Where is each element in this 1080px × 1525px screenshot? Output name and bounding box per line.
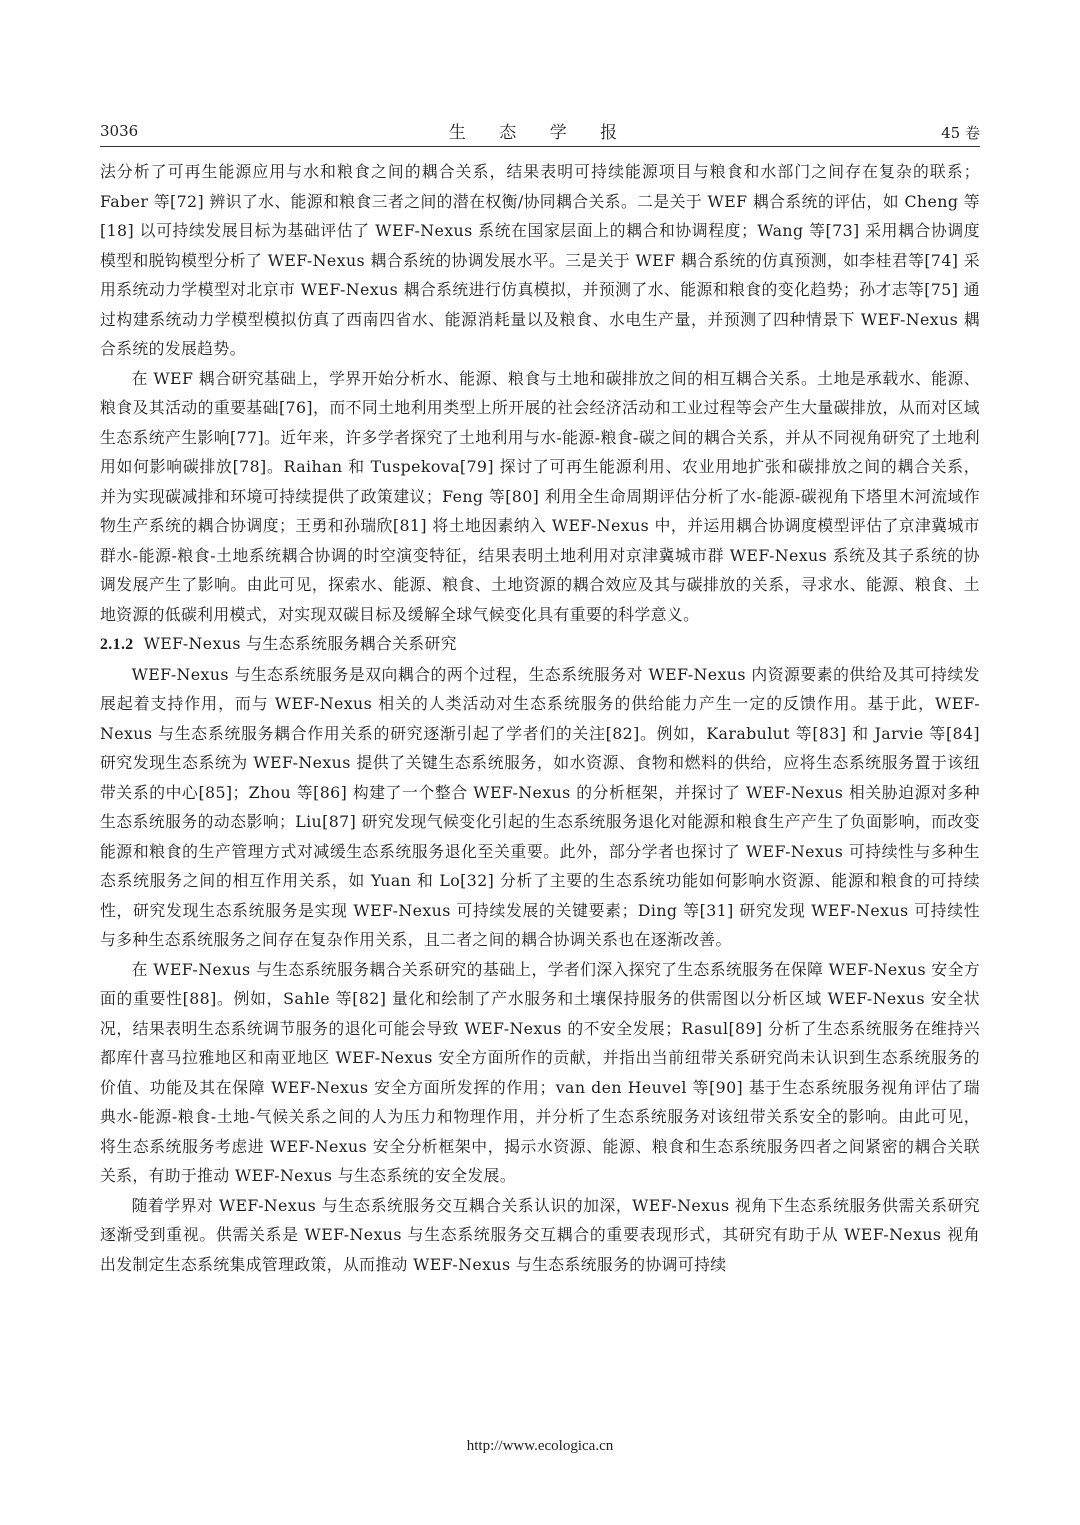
paragraph: 随着学界对 WEF-Nexus 与生态系统服务交互耦合关系认识的加深，WEF-Nexus 视角下生态系统服务供需关系研究逐渐受到重视。供需关系是 WEF-Nexus 与生态系统服务交互耦合的重要表现形式，其研究有助于从 WEF-Nexus 视角出发制定生态系统集成管理政策，从而推动 WEF-Nexus 与生态系统服务的协调可持续 <box>100 1195 980 1274</box>
paragraph-continued: 法分析了可再生能源应用与水和粮食之间的耦合关系，结果表明可持续能源项目与粮食和水部门之间存在复杂的联系；Faber 等[72] 辨识了水、能源和粮食三者之间的潜在权衡/协同耦合关系。二是关于 WEF 耦合系统的评估，如 Cheng 等[18] 以可持续发展目标为基础评估了 WEF-Nexus 系统在国家层面上的耦合和协调程度；Wang 等[73] 采用耦合协调度模型和脱钩模型分析了 WEF-Nexus 耦合系统的协调发展水平。三是关于 WEF 耦合系统的仿真预测，如李桂君等[74] 采用系统动力学模型对北京市 WEF-Nexus 耦合系统进行仿真模拟，并预测了水、能源和粮食的变化趋势；孙才志等[75] 通过构建系统动力学模型模拟仿真了西南四省水、能源消耗量以及粮食、水电生产量，并预测了四种情景下 WEF-Nexus 耦合系统的发展趋势。 <box>100 162 980 358</box>
running-header <box>100 118 980 146</box>
journal-title: 生 态 学 报 <box>448 123 632 143</box>
header-divider <box>100 146 980 147</box>
footer-url[interactable]: http://www.ecologica.cn <box>466 1438 614 1454</box>
section-title: WEF-Nexus 与生态系统服务耦合关系研究 <box>143 634 457 653</box>
paragraph: WEF-Nexus 与生态系统服务是双向耦合的两个过程，生态系统服务对 WEF-Nexus 内资源要素的供给及其可持续发展起着支持作用，而与 WEF-Nexus 相关的人类活动对生态系统服务的供给能力产生一定的反馈作用。基于此，WEF-Nexus 与生态系统服务耦合作用关系的研究逐渐引起了学者们的关注[82]。例如，Karabulut 等[83] 和 Jarvie 等[84] 研究发现生态系统为 WEF-Nexus 提供了关键生态系统服务，如水资源、食物和燃料的供给，应将生态系统服务置于该纽带关系的中心[85]；Zhou 等[86] 构建了一个整合 WEF-Nexus 的分析框架，并探讨了 WEF-Nexus 相关胁迫源对多种生态系统服务的动态影响；Liu[87] 研究发现气候变化引起的生态系统服务退化对能源和粮食生产产生了负面影响，而改变能源和粮食的生产管理方式对减缓生态系统服务退化至关重要。此外，部分学者也探讨了 WEF-Nexus 可持续性与多种生态系统服务之间的相互作用关系，如 Yuan 和 Lo[32] 分析了主要的生态系统功能如何影响水资源、能源和粮食的可持续性，研究发现生态系统服务是实现 WEF-Nexus 可持续发展的关键要素；Ding 等[31] 研究发现 WEF-Nexus 可持续性与多种生态系统服务之间存在复杂作用关系，且二者之间的耦合协调关系也在逐渐改善。 <box>100 664 980 949</box>
page-number: 3036 <box>100 122 139 140</box>
section-number: 2.1.2 <box>100 636 134 653</box>
paragraph: 在 WEF-Nexus 与生态系统服务耦合关系研究的基础上，学者们深入探究了生态系统服务在保障 WEF-Nexus 安全方面的重要性[88]。例如，Sahle 等[82] 量化和绘制了产水服务和土壤保持服务的供需图以分析区域 WEF-Nexus 安全状况，结果表明生态系统调节服务的退化可能会导致 WEF-Nexus 的不安全发展；Rasul[89] 分析了生态系统服务在维持兴都库什喜马拉雅地区和南亚地区 WEF-Nexus 安全方面所作的贡献，并指出当前纽带关系研究尚未认识到生态系统服务的价值、功能及其在保障 WEF-Nexus 安全方面所发挥的作用；van den Heuvel 等[90] 基于生态系统服务视角评估了瑞典水-能源-粮食-土地-气候关系之间的人为压力和物理作用，并分析了生态系统服务对该纽带关系安全的影响。由此可见，将生态系统服务考虑进 WEF-Nexus 安全分析框架中，揭示水资源、能源、粮食和生态系统服务四者之间紧密的耦合关联关系，有助于推动 WEF-Nexus 与生态系统的安全发展。 <box>100 959 980 1185</box>
article-body <box>100 157 980 1279</box>
section-heading <box>100 629 980 660</box>
volume-label: 45 卷 <box>941 124 980 142</box>
paragraph: 在 WEF 耦合研究基础上，学界开始分析水、能源、粮食与土地和碳排放之间的相互耦合关系。土地是承载水、能源、粮食及其活动的重要基础[76]，而不同土地利用类型上所开展的社会经济活动和工业过程等会产生大量碳排放，从而对区域生态系统产生影响[77]。近年来，许多学者探究了土地利用与水-能源-粮食-碳之间的耦合关系，并从不同视角研究了土地利用如何影响碳排放[78]。Raihan 和 Tuspekova[79] 探讨了可再生能源利用、农业用地扩张和碳排放之间的耦合关系，并为实现碳减排和环境可持续提供了政策建议；Feng 等[80] 利用全生命周期评估分析了水-能源-碳视角下塔里木河流域作物生产系统的耦合协调度；王勇和孙瑞欣[81] 将土地因素纳入 WEF-Nexus 中，并运用耦合协调度模型评估了京津冀城市群水-能源-粮食-土地系统耦合协调的时空演变特征，结果表明土地利用对京津冀城市群 WEF-Nexus 系统及其子系统的协调发展产生了影响。由此可见，探索水、能源、粮食、土地资源的耦合效应及其与碳排放的关系，寻求水、能源、粮食、土地资源的低碳利用模式，对实现双碳目标及缓解全球气候变化具有重要的科学意义。 <box>100 368 980 624</box>
